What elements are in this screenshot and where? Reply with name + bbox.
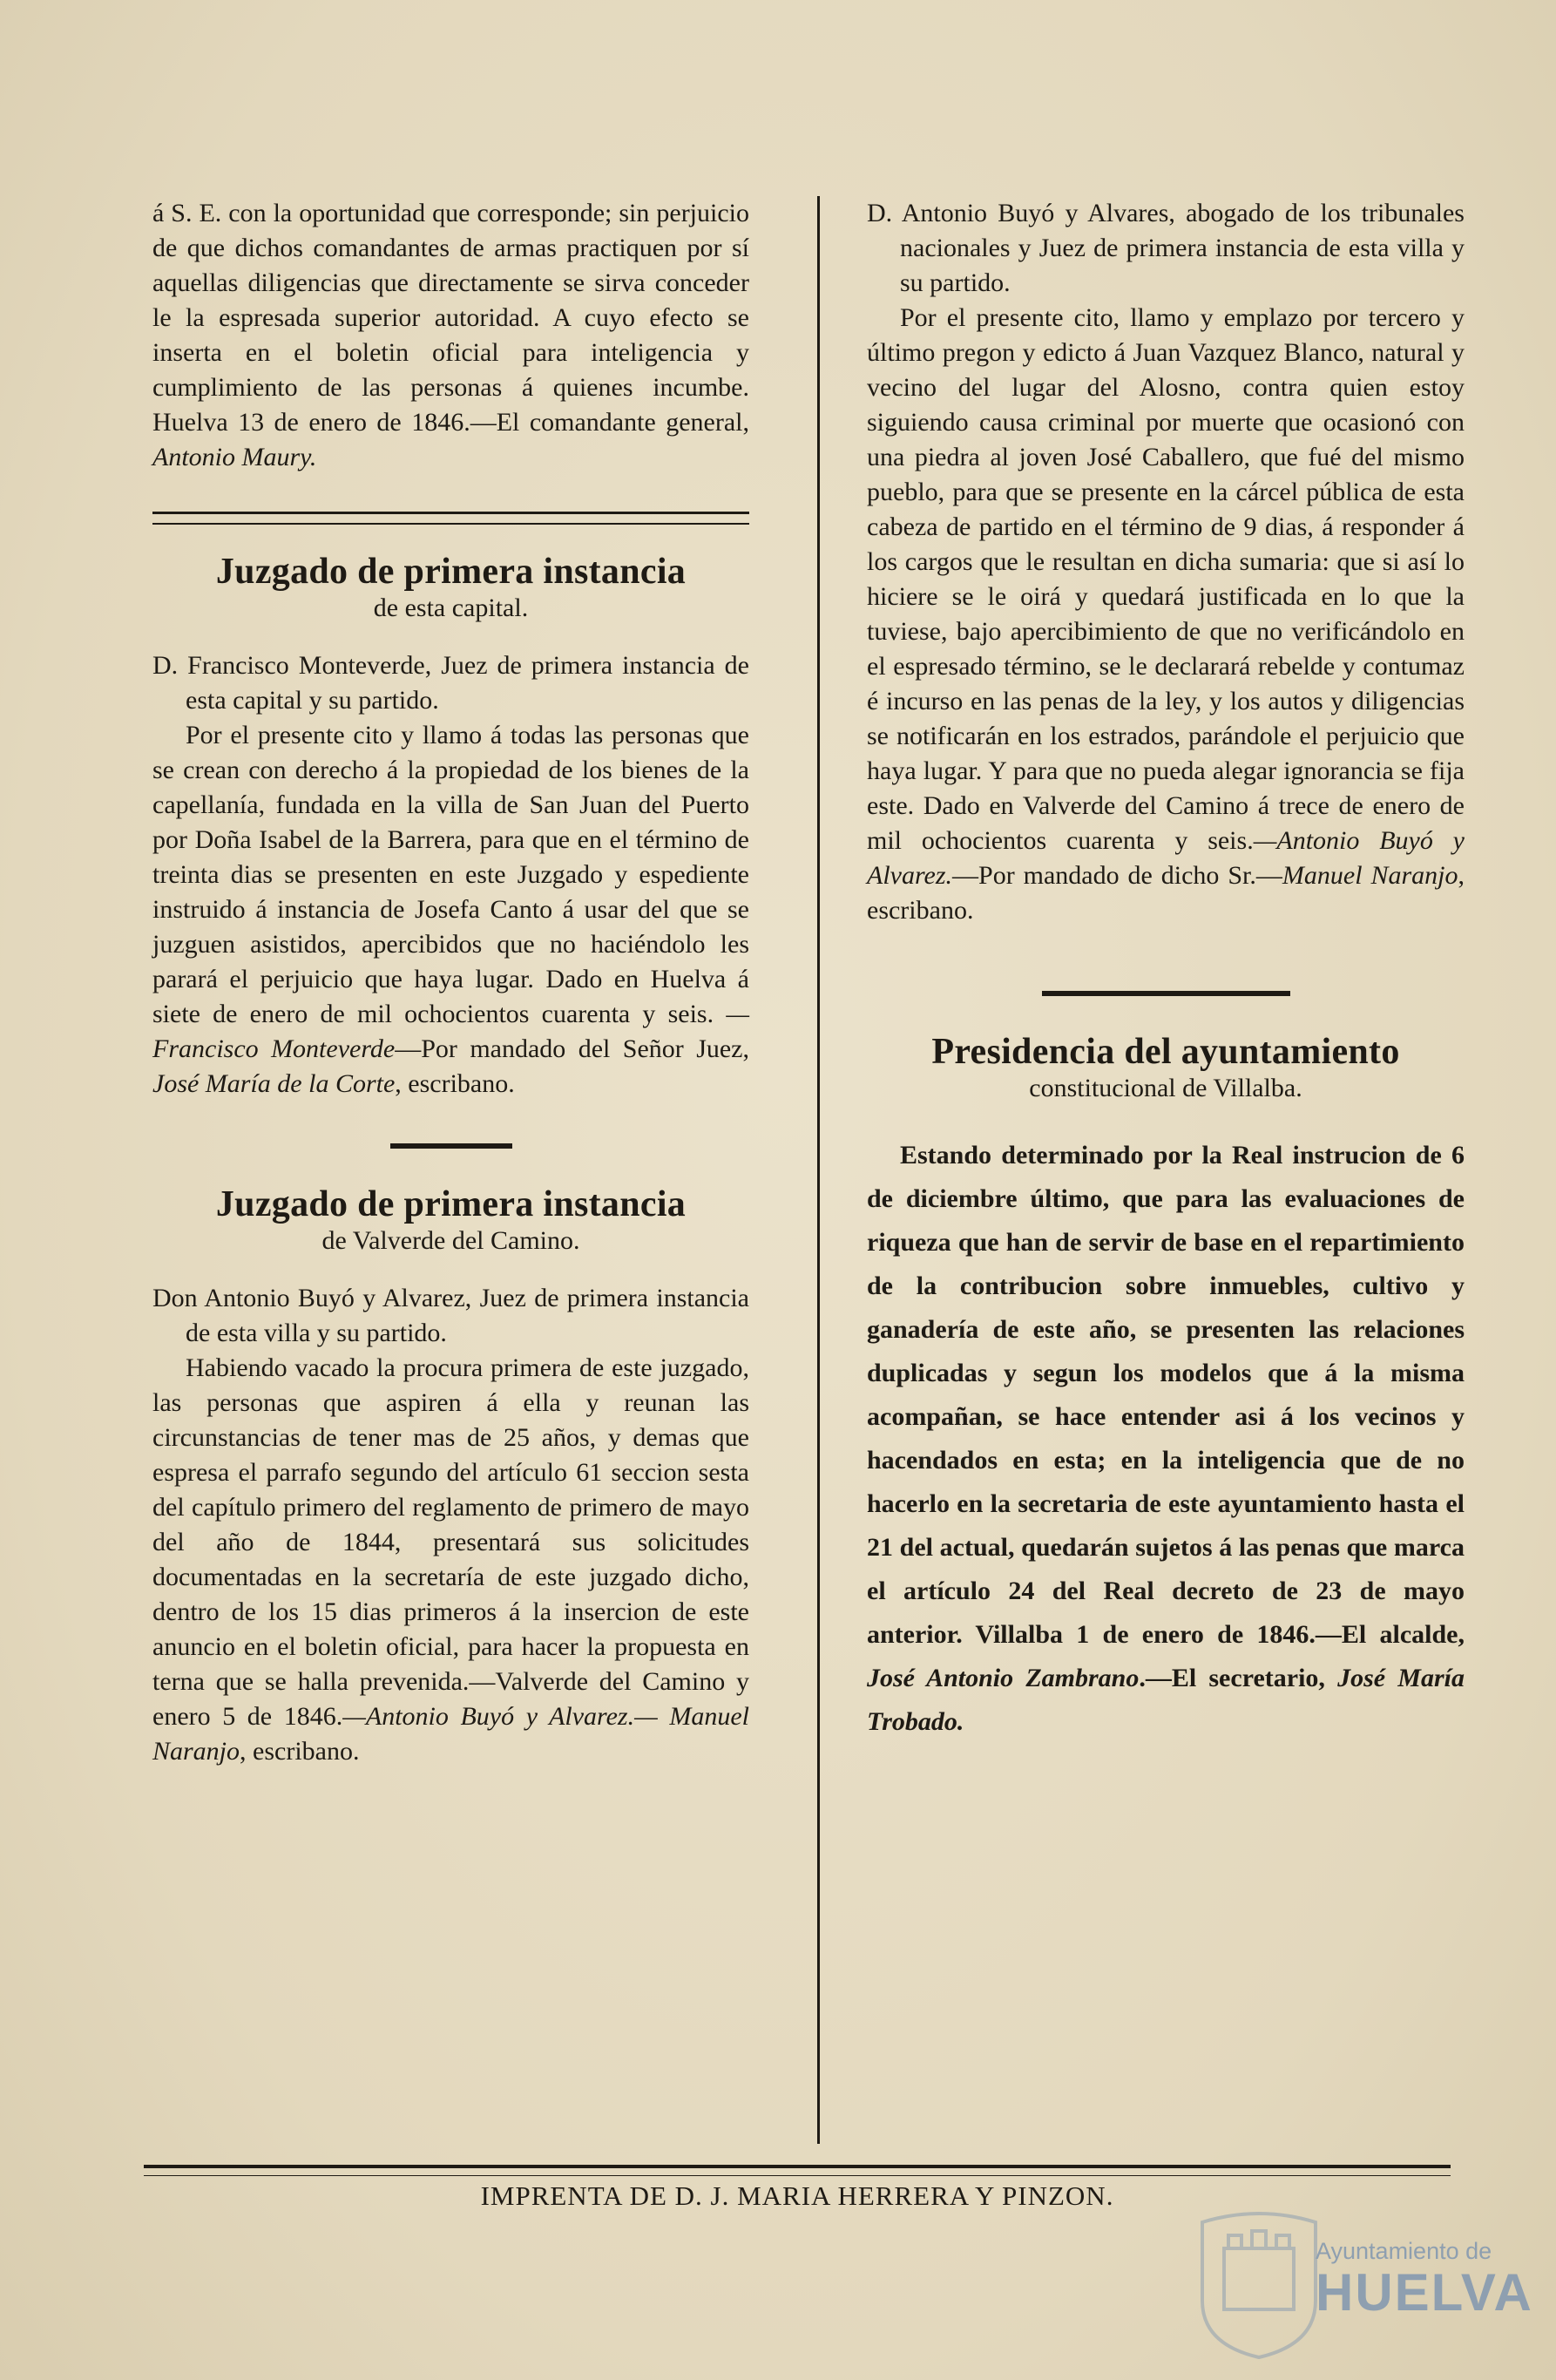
section-divider	[152, 512, 749, 525]
notice-1-title: Juzgado de primera instancia	[215, 552, 687, 592]
notice-1-body: Por el presente cito y llamo á todas las personas que se crean con derecho á la propiedad de los bienes de la capellanía, fundada en la villa de San Juan del Puerto por Doña Isabel de la Barrera, para que en el término de treinta dias se presenten en este Juzgado y espediente instruido á instancia de Josefa Canto á usar del que se juzguen asistidos, apercibidos que no haciéndolo les parará el perjuicio que haya lugar. Dado en Huelva á siete de enero de mil ochocientos cuarenta y seis. —Francisco Monteverde—Por mandado del Señor Juez, José María de la Corte, escribano.	[152, 721, 749, 1098]
signature-monteverde: —Francisco Monteverde	[152, 1000, 749, 1063]
right-column	[867, 196, 1465, 1744]
left-column	[152, 196, 749, 1769]
signature-zambrano: José Antonio Zambrano	[867, 1664, 1140, 1692]
watermark-line2: HUELVA	[1316, 2263, 1533, 2322]
watermark-line1: Ayuntamiento de	[1316, 2238, 1492, 2264]
notice-2-header: Don Antonio Buyó y Alvarez, Juez de primera instancia de esta villa y su partido.	[152, 1284, 749, 1347]
notice-2-title: Juzgado de primera instancia	[215, 1184, 687, 1224]
signature-naranjo-2: Manuel Naranjo	[1282, 861, 1458, 890]
notice-4-subtitle: constitucional de Villalba.	[1029, 1074, 1302, 1102]
signature-trobado: José María Trobado.	[867, 1664, 1465, 1736]
short-divider-right	[1042, 991, 1290, 996]
notice-4-body: Estando determinado por la Real instrucion de 6 de diciembre último, que para las evaluaciones de riqueza que han de servir de base en el repartimiento de la contribucion sobre inmuebles, cultivo y ganadería de este año, se presenten las relaciones duplicadas y segun los modelos que á la misma acompañan, se hace entender asi á los vecinos y hacendados en esta; en la inteligencia que de no hacerlo en la secretaria de este ayuntamiento hasta el 21 del actual, quedarán sujetos á las penas que marca el artículo 24 del Real decreto de 23 de mayo anterior. Villalba 1 de enero de 1846.—El alcalde, José Antonio Zambrano.—El secretario, José María Trobado.	[867, 1141, 1465, 1736]
notice-4-title: Presidencia del ayuntamiento	[931, 1032, 1400, 1072]
footer-divider	[144, 2165, 1451, 2176]
signature-de-la-corte: José María de la Corte	[152, 1069, 396, 1098]
signature-naranjo: Manuel Naranjo	[152, 1702, 750, 1766]
notice-2-subtitle: de Valverde del Camino.	[321, 1226, 580, 1255]
column-divider	[817, 196, 820, 2144]
signature-buyo: —Antonio Buyó y Alvarez.—	[342, 1702, 658, 1731]
signature-buyo-2: —Antonio Buyó y Alvarez.	[867, 826, 1465, 890]
printer-imprint: IMPRENTA DE D. J. MARIA HERRERA Y PINZON.	[480, 2180, 1114, 2211]
notice-3-body: Por el presente cito, llamo y emplazo por tercero y último pregon y edicto á Juan Vazquez Blanco, natural y vecino del lugar del Alosno, contra quien estoy siguiendo causa criminal por muerte que ocasionó con una piedra al joven José Caballero, que fué del mismo pueblo, para que se presente en la cárcel pública de esta cabeza de partido en el término de 9 dias, á responder á los cargos que le resultan en dicha sumaria: que si así lo hiciere se le oirá y quedará justificada en lo que la tuviese, bajo apercibimiento de que no verificándolo en el espresado término, se le declarará rebelde y contumaz é incurso en las penas de la ley, y los autos y diligencias se notificarán en los estrados, parándole el perjuicio que haya lugar. Y para que no pueda alegar ignorancia se fija este. Dado en Valverde del Camino á trece de enero de mil ochocientos cuarenta y seis.—Antonio Buyó y Alvarez.—Por mandado de dicho Sr.—Manuel Naranjo, escribano.	[867, 303, 1465, 925]
notice-2-body: Habiendo vacado la procura primera de este juzgado, las personas que aspiren á ella y reunan las circunstancias de tener mas de 25 años, y demas que espresa el parrafo segundo del artículo 61 seccion sesta del capítulo primero del reglamento de primero de mayo del año de 1844, presentará sus solicitudes documentadas en la secretaría de este juzgado dicho, dentro de los 15 dias primeros á la insercion de este anuncio en el boletin oficial, para hacer la propuesta en terna que se halla prevenida.—Valverde del Camino y enero 5 de 1846.—Antonio Buyó y Alvarez.— Manuel Naranjo, escribano.	[152, 1353, 750, 1766]
notice-1-header: D. Francisco Monteverde, Juez de primera instancia de esta capital y su partido.	[152, 651, 749, 715]
notice-1-subtitle: de esta capital.	[373, 593, 529, 622]
signature-maury: Antonio Maury.	[152, 443, 317, 471]
continuation-paragraph: á S. E. con la oportunidad que corresponde; sin perjuicio de que dichos comandantes de armas practiquen por sí aquellas diligencias que directamente se sirva conceder le la espresada superior autoridad. A cuyo efecto se inserta en el boletin oficial para inteligencia y cumplimiento de las personas á quienes incumbe. Huelva 13 de enero de 1846.—El comandante general, Antonio Maury.	[152, 199, 749, 471]
notice-3-header: D. Antonio Buyó y Alvares, abogado de los tribunales nacionales y Juez de primera instancia de esta villa y su partido.	[867, 199, 1465, 297]
short-divider	[390, 1143, 512, 1149]
